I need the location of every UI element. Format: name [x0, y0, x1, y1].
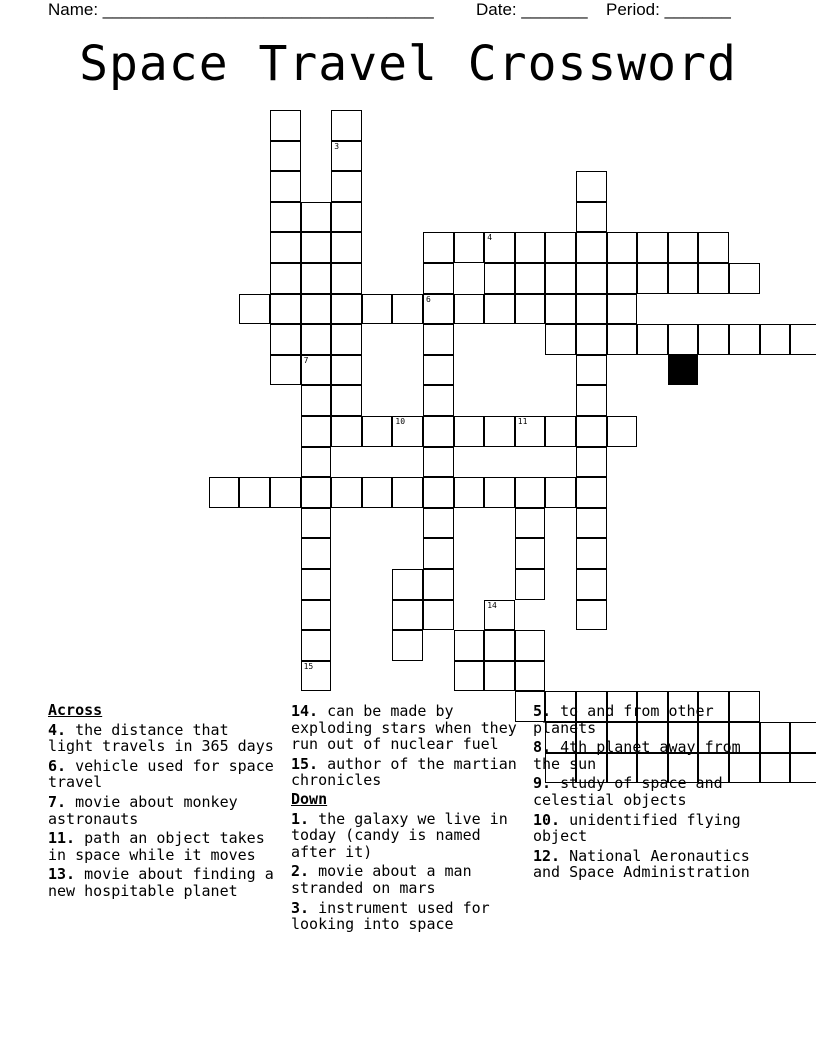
grid-cell[interactable] — [301, 477, 332, 508]
grid-cell[interactable] — [423, 508, 454, 539]
grid-cell[interactable] — [576, 447, 607, 478]
clue-item-number: 9. — [533, 774, 552, 793]
grid-cell[interactable] — [484, 263, 515, 294]
clue-item — [291, 703, 523, 753]
grid-cell[interactable] — [484, 477, 515, 508]
grid-cell[interactable] — [270, 171, 301, 202]
grid-cell[interactable] — [423, 600, 454, 631]
clue-item — [533, 775, 765, 808]
grid-cell[interactable] — [668, 324, 699, 355]
clue-item-number: 7. — [48, 792, 67, 811]
clue-item-text: instrument used for looking into space — [291, 898, 490, 934]
clue-item — [48, 866, 280, 899]
grid-cell[interactable] — [576, 477, 607, 508]
grid-cell[interactable] — [362, 294, 393, 325]
grid-cell[interactable] — [454, 294, 485, 325]
grid-cell[interactable] — [484, 416, 515, 447]
clue-number: 14 — [487, 600, 497, 610]
grid-cell[interactable] — [209, 477, 240, 508]
grid-cell[interactable] — [484, 630, 515, 661]
grid-cell[interactable] — [515, 294, 546, 325]
clue-item-number: 8. — [533, 738, 552, 757]
grid-cell[interactable] — [270, 202, 301, 233]
grid-cell[interactable] — [484, 661, 515, 692]
grid-cell[interactable] — [515, 569, 546, 600]
grid-cell[interactable] — [637, 324, 668, 355]
grid-cell[interactable] — [423, 324, 454, 355]
grid-cell[interactable] — [423, 294, 454, 325]
period-field-label: Period: _______ — [606, 0, 731, 19]
grid-cell[interactable] — [301, 294, 332, 325]
grid-cell[interactable] — [576, 202, 607, 233]
clue-item-number: 6. — [48, 756, 67, 775]
clue-number: 6 — [426, 294, 431, 304]
grid-cell[interactable] — [301, 202, 332, 233]
grid-cell[interactable] — [362, 416, 393, 447]
down-heading: Down — [291, 789, 328, 808]
clue-item-text: National Aeronautics and Space Administration — [533, 846, 750, 882]
clue-item-text: the galaxy we live in today (candy is named after it) — [291, 809, 508, 861]
grid-cell[interactable] — [576, 569, 607, 600]
clue-item-text: the distance that light travels in 365 days — [48, 720, 274, 756]
grid-cell[interactable] — [301, 600, 332, 631]
grid-cell[interactable] — [515, 263, 546, 294]
clue-item-number: 2. — [291, 862, 310, 881]
clue-item — [291, 756, 523, 789]
grid-cell[interactable] — [760, 324, 791, 355]
grid-cell[interactable] — [301, 630, 332, 661]
grid-cell[interactable] — [515, 232, 546, 263]
grid-cell[interactable] — [698, 263, 729, 294]
grid-cell[interactable] — [331, 477, 362, 508]
grid-cell[interactable] — [698, 324, 729, 355]
grid-cell[interactable] — [515, 630, 546, 661]
grid-cell[interactable] — [301, 324, 332, 355]
across-heading: Across — [48, 701, 103, 719]
grid-cell[interactable] — [454, 477, 485, 508]
grid-cell[interactable] — [515, 508, 546, 539]
clue-item-number: 10. — [533, 810, 561, 829]
clue-item — [48, 794, 280, 827]
grid-cell[interactable] — [454, 232, 485, 263]
grid-cell[interactable] — [668, 232, 699, 263]
clue-item-number: 4. — [48, 720, 67, 739]
grid-cell[interactable] — [392, 477, 423, 508]
grid-cell[interactable] — [331, 202, 362, 233]
clue-item — [48, 830, 280, 863]
grid-cell[interactable] — [576, 508, 607, 539]
clue-item-number: 11. — [48, 829, 76, 848]
grid-cell[interactable] — [270, 355, 301, 386]
clue-item-text: movie about monkey astronauts — [48, 792, 238, 828]
clue-item — [48, 758, 280, 791]
grid-cell[interactable] — [515, 538, 546, 569]
grid-cell[interactable] — [668, 263, 699, 294]
grid-cell[interactable] — [270, 477, 301, 508]
grid-cell[interactable] — [392, 569, 423, 600]
grid-cell[interactable] — [270, 263, 301, 294]
grid-cell[interactable] — [729, 324, 760, 355]
grid-cell[interactable] — [790, 753, 816, 784]
grid-cell[interactable] — [423, 569, 454, 600]
clue-item-text: can be made by exploding stars when they run out of nuclear fuel — [291, 702, 517, 754]
clue-item-number: 12. — [533, 846, 561, 865]
grid-cell[interactable] — [331, 324, 362, 355]
clue-item — [291, 863, 523, 896]
clue-column-2 — [291, 700, 523, 933]
clue-item-text: vehicle used for space travel — [48, 756, 274, 792]
clue-item — [533, 812, 765, 845]
page-title: Space Travel Crossword — [79, 36, 737, 92]
grid-cell[interactable] — [392, 294, 423, 325]
grid-cell[interactable] — [545, 232, 576, 263]
grid-cell[interactable] — [423, 355, 454, 386]
clue-item — [533, 703, 765, 736]
grid-cell[interactable] — [607, 232, 638, 263]
grid-cell[interactable] — [576, 171, 607, 202]
grid-cell[interactable] — [331, 171, 362, 202]
clue-item — [48, 722, 280, 755]
clue-item-text: movie about a man stranded on mars — [291, 862, 472, 897]
grid-cell[interactable] — [331, 385, 362, 416]
grid-cell[interactable] — [392, 600, 423, 631]
grid-cell[interactable] — [484, 294, 515, 325]
grid-cell[interactable] — [301, 538, 332, 569]
clue-item-text: study of space and celestial objects — [533, 774, 723, 809]
grid-cell[interactable] — [729, 263, 760, 294]
name-field-label: Name: ___________________________________ — [48, 0, 434, 19]
grid-cell[interactable] — [362, 477, 393, 508]
grid-cell[interactable] — [301, 263, 332, 294]
grid-cell[interactable] — [331, 263, 362, 294]
grid-cell[interactable] — [454, 661, 485, 692]
grid-cell[interactable] — [423, 447, 454, 478]
clue-column-1 — [48, 700, 280, 900]
grid-cell[interactable] — [484, 232, 515, 263]
clue-number: 10 — [395, 417, 406, 426]
grid-cell[interactable] — [607, 324, 638, 355]
clue-item-number: 1. — [291, 809, 310, 828]
grid-cell[interactable] — [484, 600, 515, 631]
clue-item — [291, 811, 523, 861]
grid-cell[interactable] — [515, 477, 546, 508]
grid-cell[interactable] — [331, 294, 362, 325]
grid-cell[interactable] — [545, 477, 576, 508]
grid-cell[interactable] — [301, 416, 332, 447]
clue-column-3 — [533, 700, 765, 881]
grid-cell[interactable] — [576, 232, 607, 263]
grid-cell[interactable] — [423, 263, 454, 294]
grid-cell[interactable] — [301, 447, 332, 478]
grid-cell[interactable] — [301, 508, 332, 539]
grid-cell[interactable] — [698, 232, 729, 263]
grid-cell[interactable] — [576, 355, 607, 386]
grid-cell[interactable] — [576, 324, 607, 355]
grid-cell[interactable] — [545, 416, 576, 447]
grid-cell[interactable] — [607, 263, 638, 294]
clue-item-number: 3. — [291, 898, 310, 917]
black-cell — [668, 355, 699, 386]
grid-cell[interactable] — [239, 477, 270, 508]
clue-item-number: 14. — [291, 702, 319, 720]
clue-item-text: to and from other planets — [533, 702, 714, 737]
grid-cell[interactable] — [331, 110, 362, 141]
grid-cell[interactable] — [270, 141, 301, 172]
grid-cell[interactable] — [270, 324, 301, 355]
grid-cell[interactable] — [331, 141, 362, 172]
grid-cell[interactable] — [576, 385, 607, 416]
clue-item-number: 15. — [291, 754, 319, 773]
grid-cell[interactable] — [301, 385, 332, 416]
grid-cell[interactable] — [392, 416, 423, 447]
grid-cell[interactable] — [637, 232, 668, 263]
clue-item-text: unidentified flying object — [533, 810, 741, 846]
clue-number: 4 — [487, 233, 493, 243]
grid-cell[interactable] — [270, 232, 301, 263]
grid-cell[interactable] — [576, 294, 607, 325]
grid-cell[interactable] — [637, 263, 668, 294]
grid-cell[interactable] — [515, 416, 546, 447]
clue-number: 15 — [303, 661, 314, 671]
grid-cell[interactable] — [270, 110, 301, 141]
clue-item-number: 5. — [533, 702, 552, 720]
grid-cell[interactable] — [545, 324, 576, 355]
grid-cell[interactable] — [301, 661, 332, 692]
grid-cell[interactable] — [270, 294, 301, 325]
grid-cell[interactable] — [423, 477, 454, 508]
grid-cell[interactable] — [576, 538, 607, 569]
grid-cell[interactable] — [790, 324, 816, 355]
grid-cell[interactable] — [576, 416, 607, 447]
grid-cell[interactable] — [576, 600, 607, 631]
clue-number: 3 — [334, 141, 340, 151]
grid-cell[interactable] — [515, 661, 546, 692]
grid-cell[interactable] — [301, 355, 332, 386]
grid-cell[interactable] — [331, 232, 362, 263]
grid-cell[interactable] — [392, 630, 423, 661]
grid-cell[interactable] — [423, 385, 454, 416]
grid-cell[interactable] — [239, 294, 270, 325]
clue-item-text: 4th planet away from the sun — [533, 738, 741, 773]
clue-item — [533, 848, 765, 881]
date-field-label: Date: _______ — [476, 0, 588, 19]
clue-item — [533, 739, 765, 772]
grid-cell[interactable] — [331, 416, 362, 447]
grid-cell[interactable] — [331, 355, 362, 386]
grid-cell[interactable] — [576, 263, 607, 294]
grid-cell[interactable] — [454, 630, 485, 661]
grid-cell[interactable] — [423, 538, 454, 569]
grid-cell[interactable] — [454, 416, 485, 447]
clue-number: 7 — [303, 355, 309, 365]
grid-cell[interactable] — [545, 294, 576, 325]
grid-cell[interactable] — [301, 232, 332, 263]
clue-number: 11 — [517, 417, 528, 426]
clue-item-text: author of the martian chronicles — [291, 754, 517, 790]
grid-cell[interactable] — [301, 569, 332, 600]
grid-cell[interactable] — [790, 722, 816, 753]
grid-cell[interactable] — [607, 294, 638, 325]
clue-item — [291, 900, 523, 933]
grid-cell[interactable] — [607, 416, 638, 447]
grid-cell[interactable] — [545, 263, 576, 294]
grid-cell[interactable] — [423, 416, 454, 447]
clue-item-text: path an object takes in space while it moves — [48, 829, 265, 864]
clue-item-number: 13. — [48, 865, 76, 884]
grid-cell[interactable] — [423, 232, 454, 263]
clue-item-text: movie about finding a new hospitable planet — [48, 865, 274, 900]
